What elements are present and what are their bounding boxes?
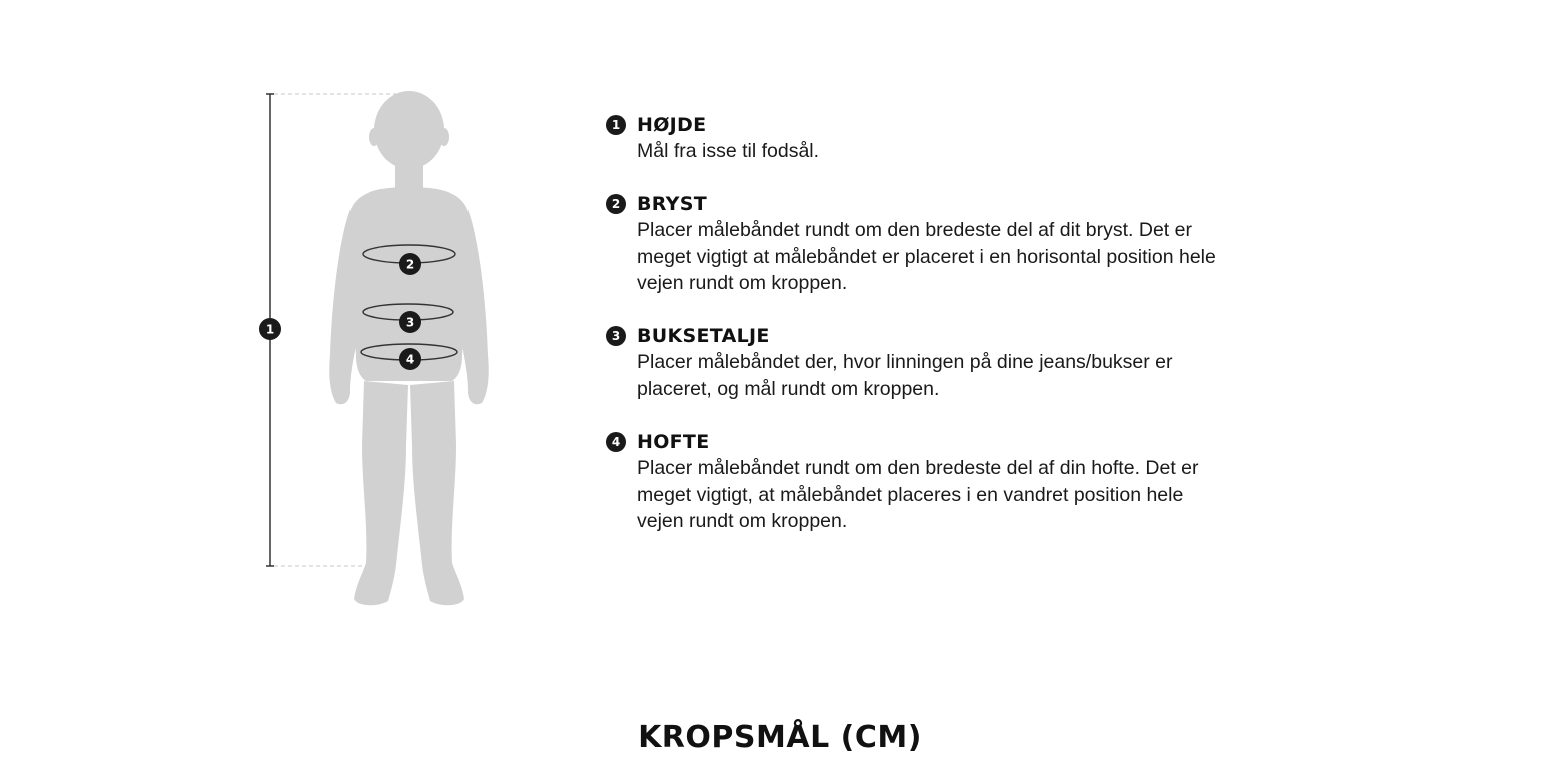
step-description-line: Placer målebåndet der, hvor linningen på dine jeans/bukser er: [637, 351, 1173, 373]
step-description-line: vejen rundt om kroppen.: [637, 510, 848, 532]
body-diagram: [250, 85, 510, 615]
page-title: KROPSMÅL (CM): [638, 720, 922, 755]
step-title: HØJDE: [637, 114, 707, 136]
step-number-badge: 4: [606, 432, 626, 452]
badge-height: [259, 318, 281, 340]
step-description: [637, 455, 1199, 535]
step-number-badge: 2: [606, 194, 626, 214]
step-description-line: vejen rundt om kroppen.: [637, 272, 848, 294]
step-description-line: Placer målebåndet rundt om den bredeste del af dit bryst. Det er: [637, 219, 1192, 241]
badge-chest: [399, 253, 421, 275]
step-title: BUKSETALJE: [637, 325, 770, 347]
step-description-line: Mål fra isse til fodsål.: [637, 140, 820, 162]
step-waist: [606, 323, 1173, 402]
step-number-badge: 1: [606, 115, 626, 135]
step-title: HOFTE: [637, 431, 710, 453]
step-description: [637, 138, 819, 165]
step-height: [606, 112, 819, 165]
badge-hip: [399, 348, 421, 370]
badge-waist: [399, 311, 421, 333]
step-description-line: meget vigtigt, at målebåndet placeres i en vandret position hele: [637, 483, 1184, 506]
body-figure: [250, 85, 510, 615]
step-description: [637, 217, 1216, 297]
step-description-line: Placer målebåndet rundt om den bredeste del af din hofte. Det er: [637, 457, 1199, 479]
step-description-line: placeret, og mål rundt om kroppen.: [637, 377, 940, 400]
svg-text:3: 3: [405, 315, 415, 330]
svg-text:4: 4: [405, 352, 415, 367]
step-chest: [606, 191, 1216, 297]
svg-text:2: 2: [405, 257, 415, 272]
step-number-badge: 3: [606, 326, 626, 346]
step-hip: [606, 429, 1199, 535]
step-description-line: meget vigtigt at målebåndet er placeret i en horisontal position hele: [637, 245, 1216, 268]
step-description: [637, 349, 1173, 402]
step-title: BRYST: [637, 193, 707, 215]
svg-text:1: 1: [265, 322, 275, 337]
